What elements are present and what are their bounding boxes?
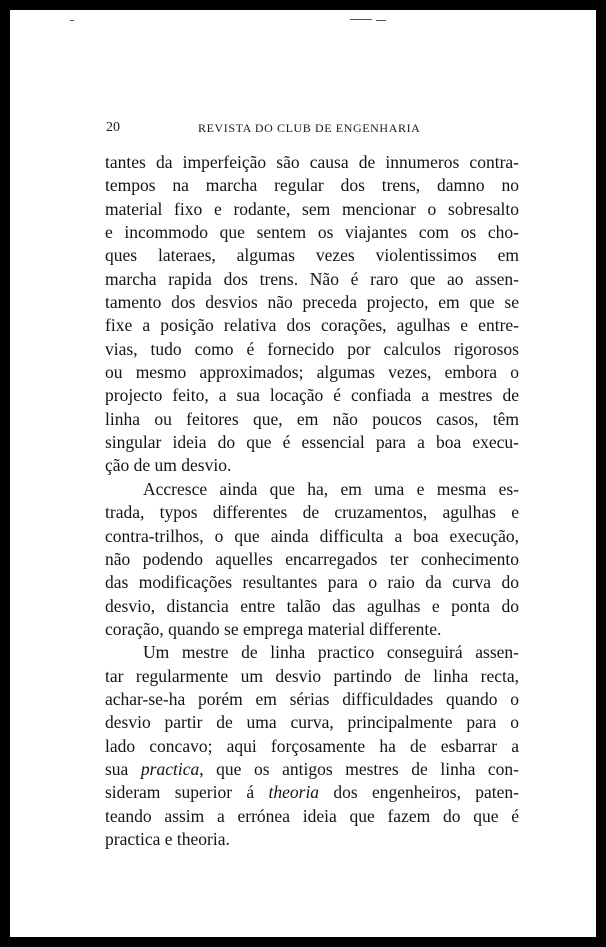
text-line: desvio partir de uma curva, principalmente para o [105,712,519,733]
text-line: desvio, distancia entre talão das agulhas e ponta do [105,595,519,616]
emphasis-theoria: theoria [268,782,320,803]
book-page [10,10,596,937]
body-text [105,151,519,851]
running-title: REVISTA DO CLUB DE ENGENHARIA [198,121,421,135]
text-line: fixe a posição relativa dos corações, agulhas e entre- [105,315,519,336]
text-line: não podendo aquelles encarregados ter conhecimento [105,548,519,569]
text-line-with-emphasis [105,758,519,781]
text-line: material fixo e rodante, sem mencionar o sobresalto [105,198,519,219]
text-line: projecto feito, a sua locação é confiada a mestres de [105,385,519,406]
text-line: lado concavo; aqui forçosamente ha de esbarrar a [105,735,519,756]
paragraph-1 [105,151,519,478]
text-line: Um mestre de linha practico conseguirá assen- [143,642,519,663]
text-line: coração, quando se emprega material differente. [105,618,442,639]
text-line: ques lateraes, algumas vezes violentissimos em [105,245,519,266]
text-line: tempos na marcha regular dos trens, damno no [105,175,519,196]
paragraph-3 [105,641,519,851]
text-fragment: dos engenheiros, paten- [319,782,519,803]
text-line: achar-se-ha porém em sérias difficuldades quando o [105,688,519,709]
text-line: marcha rapida dos trens. Não é raro que ao assen- [105,268,519,289]
page-number: 20 [106,120,120,135]
text-line: ou mesmo approximados; algumas vezes, embora o [105,362,519,383]
text-line: e incommodo que sentem os viajantes com os cho- [105,222,519,243]
text-line: ção de um desvio. [105,455,232,476]
text-line: teando assim a errónea ideia que fazem do que é [105,805,519,826]
text-line: tar regularmente um desvio partindo de linha recta, [105,665,519,686]
text-line: Accresce ainda que ha, em uma e mesma es- [143,478,519,499]
text-line: das modificações resultantes para o raio da curva do [105,572,519,593]
scan-speck [376,20,386,21]
paragraph-2 [105,478,519,641]
scan-speck [70,20,74,21]
text-line: trada, typos differentes de cruzamentos, agulhas e [105,502,519,523]
text-line: vias, tudo como é fornecido por calculos rigorosos [105,338,519,359]
text-line: linha ou feitores que, em não poucos casos, têm [105,408,519,429]
text-line: tantes da imperfeição são causa de innumeros contra- [105,152,519,172]
running-head [106,118,520,138]
text-line: tamento dos desvios não preceda projecto, em que se [105,292,519,313]
text-fragment: sideram superior á [105,782,269,803]
text-fragment: sua [105,758,141,779]
text-line: practica e theoria. [105,828,230,849]
text-fragment: , que os antigos mestres de linha con- [199,758,519,779]
text-line: contra-trilhos, o que ainda difficulta a boa execução, [105,525,519,546]
text-line-with-emphasis [105,781,519,804]
text-line: singular ideia do que é essencial para a boa execu- [105,432,519,453]
scan-speck [350,19,372,20]
emphasis-practica: practica [140,758,200,779]
